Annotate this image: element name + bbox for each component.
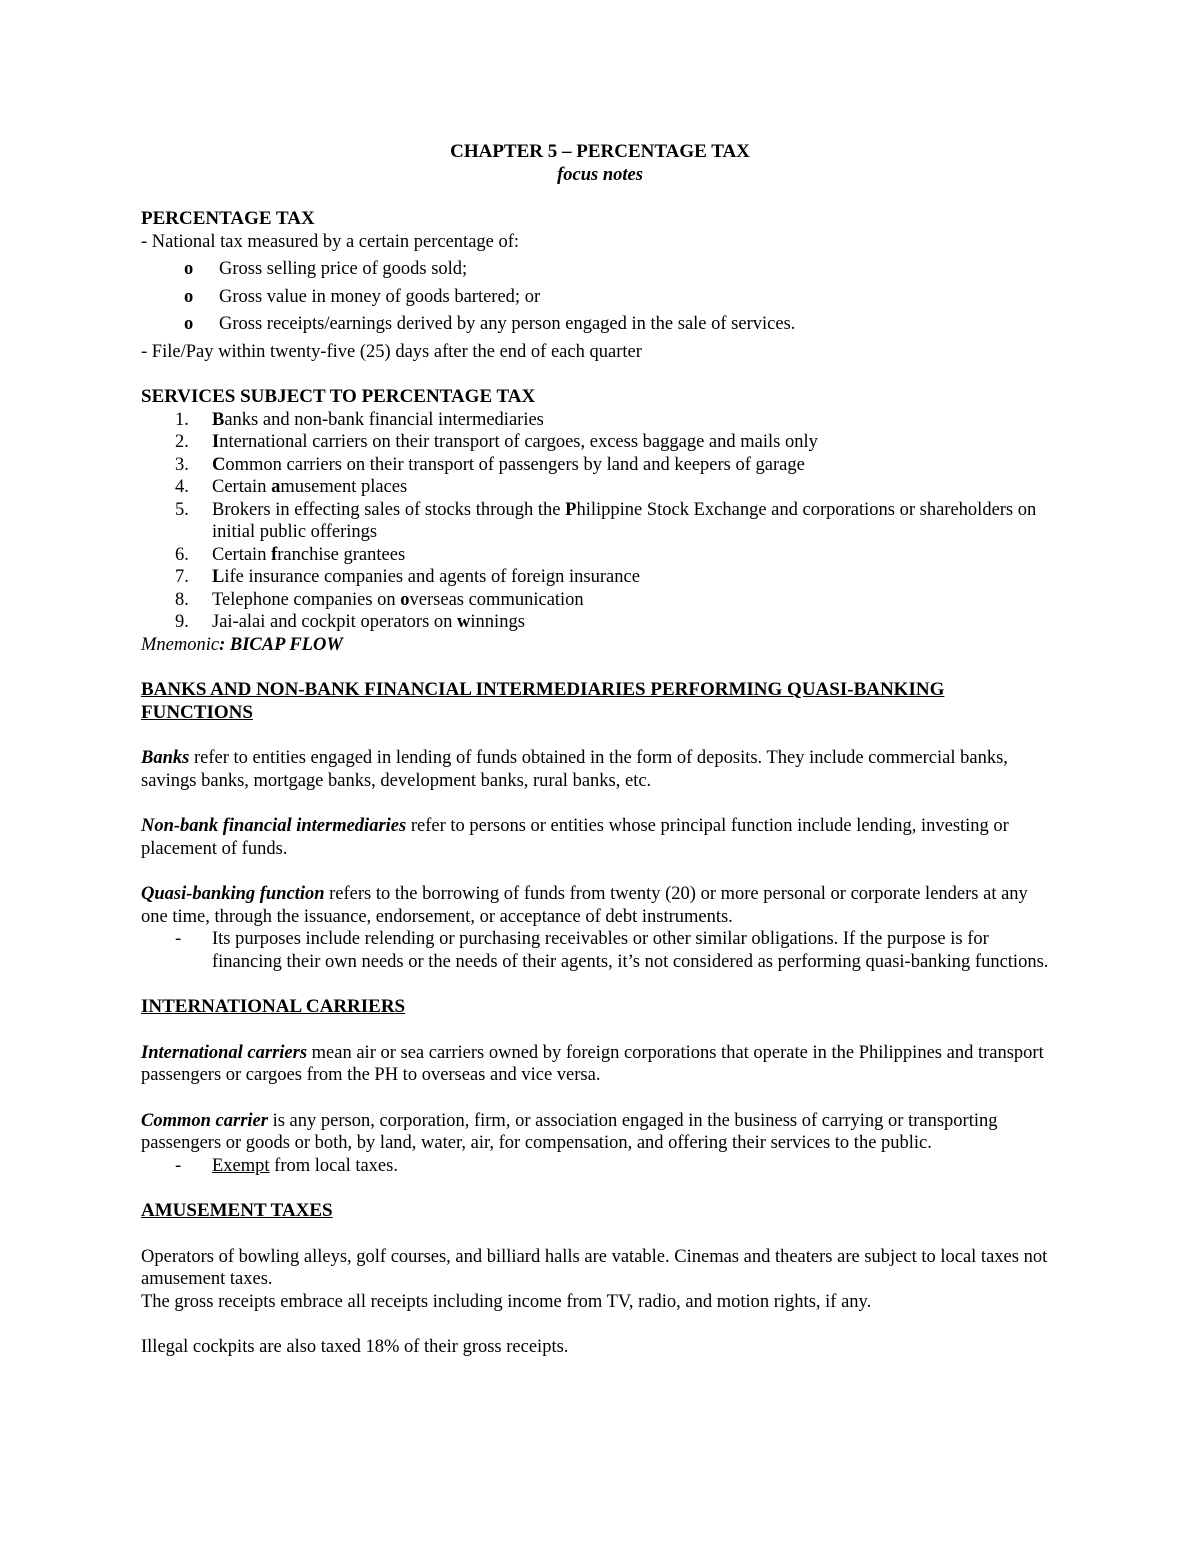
term: International carriers [141, 1042, 308, 1063]
common-carrier-definition [141, 1110, 1059, 1155]
bullet-mark: o [184, 314, 194, 334]
item-text: Certain [212, 544, 272, 565]
note-text: Its purposes include relending or purchasing receivables or other similar obligations. If the purpose is for financing their own needs or the needs of their agents, it’s not considered as performing quasi-banking functions. [212, 929, 1049, 972]
percentage-tax-heading: PERCENTAGE TAX [141, 208, 315, 229]
banks-definition [141, 747, 1059, 792]
item-number: 9. [175, 612, 189, 632]
list-item [141, 499, 1059, 544]
services-heading: SERVICES SUBJECT TO PERCENTAGE TAX [141, 386, 536, 407]
amusement-paragraph-1: Operators of bowling alleys, golf courses, and billiard halls are vatable. Cinemas and theaters are subject to local taxes not amusement taxes. [141, 1246, 1048, 1289]
file-pay-note: - File/Pay within twenty-five (25) days after the end of each quarter [141, 341, 642, 362]
banks-heading: BANKS AND NON-BANK FINANCIAL INTERMEDIARIES PERFORMING QUASI-BANKING FUNCTIONS [141, 679, 945, 723]
note-text: from local taxes. [269, 1155, 398, 1176]
list-item [141, 454, 1059, 477]
list-item [141, 476, 1059, 499]
item-text: ife insurance companies and agents of foreign insurance [224, 567, 640, 587]
item-number: 7. [175, 567, 189, 587]
item-text: Telephone companies on [212, 589, 401, 610]
exempt-note [141, 1155, 1059, 1178]
chapter-subtitle: focus notes [557, 164, 643, 185]
item-number: 8. [175, 589, 189, 610]
item-number: 1. [175, 409, 189, 430]
chapter-title: CHAPTER 5 – PERCENTAGE TAX [450, 141, 750, 162]
item-number: 2. [175, 432, 189, 452]
document-page [141, 141, 1059, 1359]
item-text: anks and non-bank financial intermediaries [224, 409, 544, 430]
definition-text: is any person, corporation, firm, or association engaged in the business of carrying or transporting passengers or goods or both, by land, water, air, for compensation, and offering their services to the public. [141, 1110, 998, 1153]
term: Banks [141, 748, 190, 768]
item-text: Brokers in effecting sales of stocks through the [212, 499, 566, 520]
item-text: Jai-alai and cockpit operators on [212, 612, 458, 632]
definition-text: refer to entities engaged in lending of funds obtained in the form of deposits. They include commercial banks, savings banks, mortgage banks, development banks, rural banks, etc. [141, 748, 1008, 791]
bullet-text: Gross selling price of goods sold; [219, 259, 468, 279]
item-number: 6. [175, 544, 189, 565]
list-item [141, 286, 1059, 309]
mnemonic-value: : BICAP FLOW [219, 634, 343, 655]
term: Common carrier [141, 1110, 268, 1131]
international-carriers-definition [141, 1042, 1059, 1087]
percentage-tax-bullet-list [141, 258, 1059, 336]
exempt-word: Exempt [212, 1155, 270, 1176]
list-item [141, 611, 1059, 634]
dash-mark: - [175, 1155, 182, 1176]
item-text: musement places [280, 477, 408, 497]
list-item [141, 258, 1059, 281]
mnemonic-letter: I [212, 432, 220, 452]
list-item [141, 313, 1059, 336]
list-item [141, 589, 1059, 612]
term: Quasi-banking function [141, 884, 325, 904]
list-item [141, 566, 1059, 589]
mnemonic-letter: w [457, 612, 471, 632]
mnemonic-letter: L [212, 567, 225, 587]
amusement-paragraph-2: The gross receipts embrace all receipts including income from TV, radio, and motion rights, if any. [141, 1291, 872, 1312]
percentage-tax-intro: - National tax measured by a certain percentage of: [141, 231, 520, 252]
non-bank-definition [141, 815, 1059, 860]
quasi-banking-note [141, 928, 1059, 973]
item-text: innings [470, 612, 525, 632]
item-number: 3. [175, 454, 189, 475]
mnemonic-letter: f [271, 544, 278, 565]
item-text: ranchise grantees [277, 544, 406, 565]
term: Non-bank financial intermediaries [141, 816, 407, 836]
definition-text: mean air or sea carriers owned by foreign corporations that operate in the Philippines and transport passengers or cargoes from the PH to overseas and vice versa. [141, 1042, 1044, 1085]
item-text: Certain [212, 477, 272, 497]
bullet-text: Gross receipts/earnings derived by any person engaged in the sale of services. [219, 314, 796, 334]
mnemonic-letter: a [271, 477, 281, 497]
mnemonic-letter: B [212, 409, 225, 430]
dash-mark: - [175, 929, 182, 949]
list-item [141, 431, 1059, 454]
carriers-heading: INTERNATIONAL CARRIERS [141, 996, 406, 1017]
item-text: ommon carriers on their transport of passengers by land and keepers of garage [225, 454, 805, 475]
item-text: nternational carriers on their transport of cargoes, excess baggage and mails only [219, 432, 818, 452]
mnemonic-letter: o [400, 589, 410, 610]
quasi-banking-definition [141, 883, 1059, 928]
list-item [141, 544, 1059, 567]
mnemonic-line [141, 634, 1059, 657]
services-list [141, 409, 1059, 634]
item-text: verseas communication [409, 589, 584, 610]
mnemonic-letter: P [565, 499, 577, 520]
definition-text: refers to the borrowing of funds from twenty (20) or more personal or corporate lenders at any one time, through the issuance, endorsement, or acceptance of debt instruments. [141, 884, 1028, 927]
amusement-paragraph-3: Illegal cockpits are also taxed 18% of their gross receipts. [141, 1337, 569, 1357]
bullet-mark: o [184, 286, 194, 307]
definition-text: refer to persons or entities whose principal function include lending, investing or placement of funds. [141, 816, 1009, 859]
mnemonic-letter: C [212, 454, 226, 475]
mnemonic-label: Mnemonic [141, 634, 220, 655]
bullet-text: Gross value in money of goods bartered; or [219, 286, 541, 307]
item-number: 4. [175, 477, 189, 497]
amusement-heading: AMUSEMENT TAXES [141, 1200, 333, 1221]
item-text: hilippine Stock Exchange and corporations or shareholders on initial public offerings [212, 499, 1037, 542]
list-item [141, 409, 1059, 432]
item-number: 5. [175, 499, 189, 520]
bullet-mark: o [184, 259, 194, 279]
